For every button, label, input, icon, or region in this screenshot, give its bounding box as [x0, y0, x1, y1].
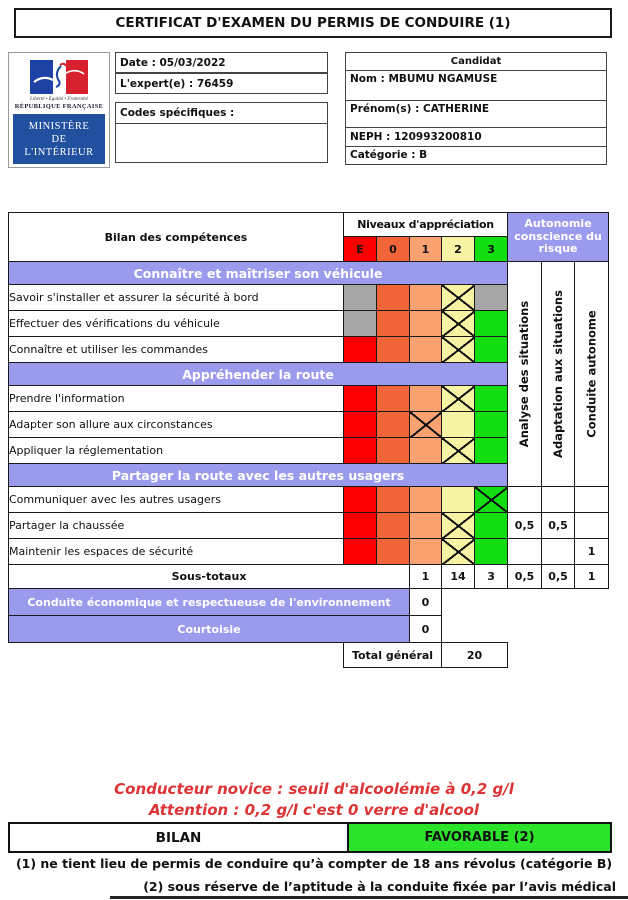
autonomy-line: risque: [538, 242, 578, 256]
section-band: Partager la route avec les autres usagers: [9, 464, 508, 487]
competence-label: Prendre l'information: [9, 386, 344, 412]
subtotals-row: [9, 565, 609, 589]
level-cell: [344, 386, 377, 412]
autonomy-col-adaptation: [542, 262, 575, 487]
courtoisie-row: [9, 616, 609, 643]
level-cell: [442, 386, 475, 412]
ministry-line: L'INTÉRIEUR: [24, 146, 94, 158]
level-cell: [344, 513, 377, 539]
level-cell: [344, 311, 377, 337]
french-flag-icon: [30, 60, 88, 94]
level-cell: [377, 539, 410, 565]
competence-grid: [8, 212, 609, 668]
eco-label: Conduite économique et respectueuse de l'environnement: [9, 589, 410, 616]
autonomy-value: 1: [575, 539, 609, 565]
level-cell: [475, 285, 508, 311]
level-cell: [410, 539, 442, 565]
ministry-line: DE: [51, 133, 67, 145]
motto-text: Liberté • Égalité • Fraternité: [30, 97, 88, 102]
spacer: [442, 616, 609, 643]
bilan-result-favorable: FAVORABLE (2): [347, 824, 610, 851]
date-label: Date :: [120, 57, 156, 69]
level-cell: [475, 513, 508, 539]
eco-row: [9, 589, 609, 616]
ministry-logo: [8, 52, 110, 168]
eco-value: 0: [410, 589, 442, 616]
competences-title: Bilan des compétences: [9, 213, 344, 262]
level-cell: [410, 438, 442, 464]
page-title: CERTIFICAT D'EXAMEN DU PERMIS DE CONDUIRE (1): [14, 8, 612, 38]
level-cell: [442, 285, 475, 311]
level-cell: [344, 539, 377, 565]
level-cell: [475, 539, 508, 565]
level-header-E: E: [344, 237, 377, 262]
subtotal-value: 3: [475, 565, 508, 589]
level-cell: [344, 438, 377, 464]
autonomy-col-label: Conduite autonome: [584, 310, 599, 438]
level-cell: [377, 285, 410, 311]
date-value: 05/03/2022: [159, 57, 226, 69]
level-cell: [377, 487, 410, 513]
total-row: [9, 643, 609, 668]
level-header-1: 1: [410, 237, 442, 262]
autonomy-value: 0,5: [542, 513, 575, 539]
level-header-0: 0: [377, 237, 410, 262]
autonomy-value: [508, 539, 542, 565]
level-cell: [344, 285, 377, 311]
competence-label: Effectuer des vérifications du véhicule: [9, 311, 344, 337]
candidat-header: Candidat: [346, 53, 606, 71]
competence-row: [9, 487, 609, 513]
categorie-label: Catégorie :: [350, 149, 416, 161]
competence-label: Savoir s'installer et assurer la sécurité à bord: [9, 285, 344, 311]
ministry-line: MINISTÈRE: [28, 120, 90, 132]
level-cell: [410, 337, 442, 363]
autonomy-value: [542, 539, 575, 565]
level-cell: [442, 311, 475, 337]
competence-label: Adapter son allure aux circonstances: [9, 412, 344, 438]
ministry-name: [13, 114, 105, 164]
neph-value: 120993200810: [393, 131, 482, 143]
subtotal-value: 14: [442, 565, 475, 589]
autonomy-col-label: Analyse des situations: [517, 300, 532, 448]
level-cell: [377, 412, 410, 438]
competence-label: Connaître et utiliser les commandes: [9, 337, 344, 363]
level-cell: [475, 438, 508, 464]
codes-field: [115, 102, 328, 163]
prenom-label: Prénom(s) :: [350, 103, 420, 115]
level-cell: [410, 285, 442, 311]
competence-label: Communiquer avec les autres usagers: [9, 487, 344, 513]
level-cell: [475, 412, 508, 438]
level-cell: [377, 438, 410, 464]
spacer: [442, 589, 609, 616]
categorie-value: B: [419, 149, 428, 161]
autonomy-value: [508, 487, 542, 513]
courtoisie-label: Courtoisie: [9, 616, 410, 643]
level-cell: [344, 487, 377, 513]
competence-row: [9, 513, 609, 539]
autonomy-value: [575, 487, 609, 513]
subtotal-value: 1: [410, 565, 442, 589]
footnote-1: (1) ne tient lieu de permis de conduire qu’à compter de 18 ans révolus (catégorie B): [15, 856, 613, 871]
level-cell: [344, 412, 377, 438]
competence-label: Appliquer la réglementation: [9, 438, 344, 464]
level-header-3: 3: [475, 237, 508, 262]
republic-text: RÉPUBLIQUE FRANÇAISE: [14, 103, 104, 110]
level-cell: [475, 386, 508, 412]
autonomy-col-label: Adaptation aux situations: [551, 290, 566, 458]
levels-title: Niveaux d'appréciation: [344, 213, 508, 237]
nom-value: MBUMU NGAMUSE: [388, 73, 498, 85]
nom-label: Nom :: [350, 73, 385, 85]
bilan-label: BILAN: [10, 824, 347, 851]
footnote-2: (2) sous réserve de l’aptitude à la conduite fixée par l’avis médical: [143, 879, 616, 894]
level-cell: [410, 412, 442, 438]
neph-label: NEPH :: [350, 131, 391, 143]
level-cell: [410, 513, 442, 539]
subtotal-value: 0,5: [542, 565, 575, 589]
prenom-value: CATHERINE: [422, 103, 490, 115]
autonomy-value: [542, 487, 575, 513]
subtotal-value: 0,5: [508, 565, 542, 589]
level-cell: [377, 513, 410, 539]
autonomy-line: Autonomie: [524, 217, 592, 231]
autonomy-col-analyse: [508, 262, 542, 487]
spacer: [9, 643, 344, 668]
level-cell: [410, 487, 442, 513]
level-cell: [410, 386, 442, 412]
candidat-categorie: [346, 147, 606, 163]
subtotal-value: 1: [575, 565, 609, 589]
expert-value: 76459: [196, 78, 234, 90]
spacer: [508, 643, 609, 668]
section-band: Connaître et maîtriser son véhicule: [9, 262, 508, 285]
level-cell: [344, 337, 377, 363]
level-cell: [475, 487, 508, 513]
autonomy-value: [575, 513, 609, 539]
autonomy-title: [508, 213, 609, 262]
candidat-prenom: [346, 101, 606, 128]
candidat-nom: [346, 71, 606, 101]
level-cell: [377, 311, 410, 337]
warning-line-1: Conducteur novice : seuil d'alcoolémie à 0,2 g/l: [114, 780, 514, 798]
level-header-2: 2: [442, 237, 475, 262]
level-cell: [377, 337, 410, 363]
level-cell: [442, 337, 475, 363]
level-cell: [442, 513, 475, 539]
total-value: 20: [442, 643, 508, 668]
autonomy-value: 0,5: [508, 513, 542, 539]
expert-label: L'expert(e) :: [120, 78, 194, 90]
courtoisie-value: 0: [410, 616, 442, 643]
codes-label: Codes spécifiques :: [116, 103, 327, 124]
section-band: Appréhender la route: [9, 363, 508, 386]
level-cell: [377, 386, 410, 412]
candidat-box: [345, 52, 607, 165]
level-cell: [442, 412, 475, 438]
candidat-neph: [346, 128, 606, 147]
autonomy-line: conscience du: [514, 229, 602, 243]
level-cell: [442, 487, 475, 513]
total-label: Total général: [344, 643, 442, 668]
subtotals-label: Sous-totaux: [9, 565, 410, 589]
page-bottom-line: [110, 896, 628, 899]
level-cell: [475, 337, 508, 363]
level-cell: [475, 311, 508, 337]
level-cell: [410, 311, 442, 337]
competence-label: Partager la chaussée: [9, 513, 344, 539]
date-field: [115, 52, 328, 73]
level-cell: [442, 438, 475, 464]
competence-label: Maintenir les espaces de sécurité: [9, 539, 344, 565]
competence-row: [9, 539, 609, 565]
warning-line-2: Attention : 0,2 g/l c'est 0 verre d'alcool: [148, 801, 480, 819]
expert-field: [115, 73, 328, 94]
autonomy-col-autonome: [575, 262, 609, 487]
bilan-bar: [8, 822, 612, 853]
alcohol-warning: [0, 779, 628, 821]
level-cell: [442, 539, 475, 565]
